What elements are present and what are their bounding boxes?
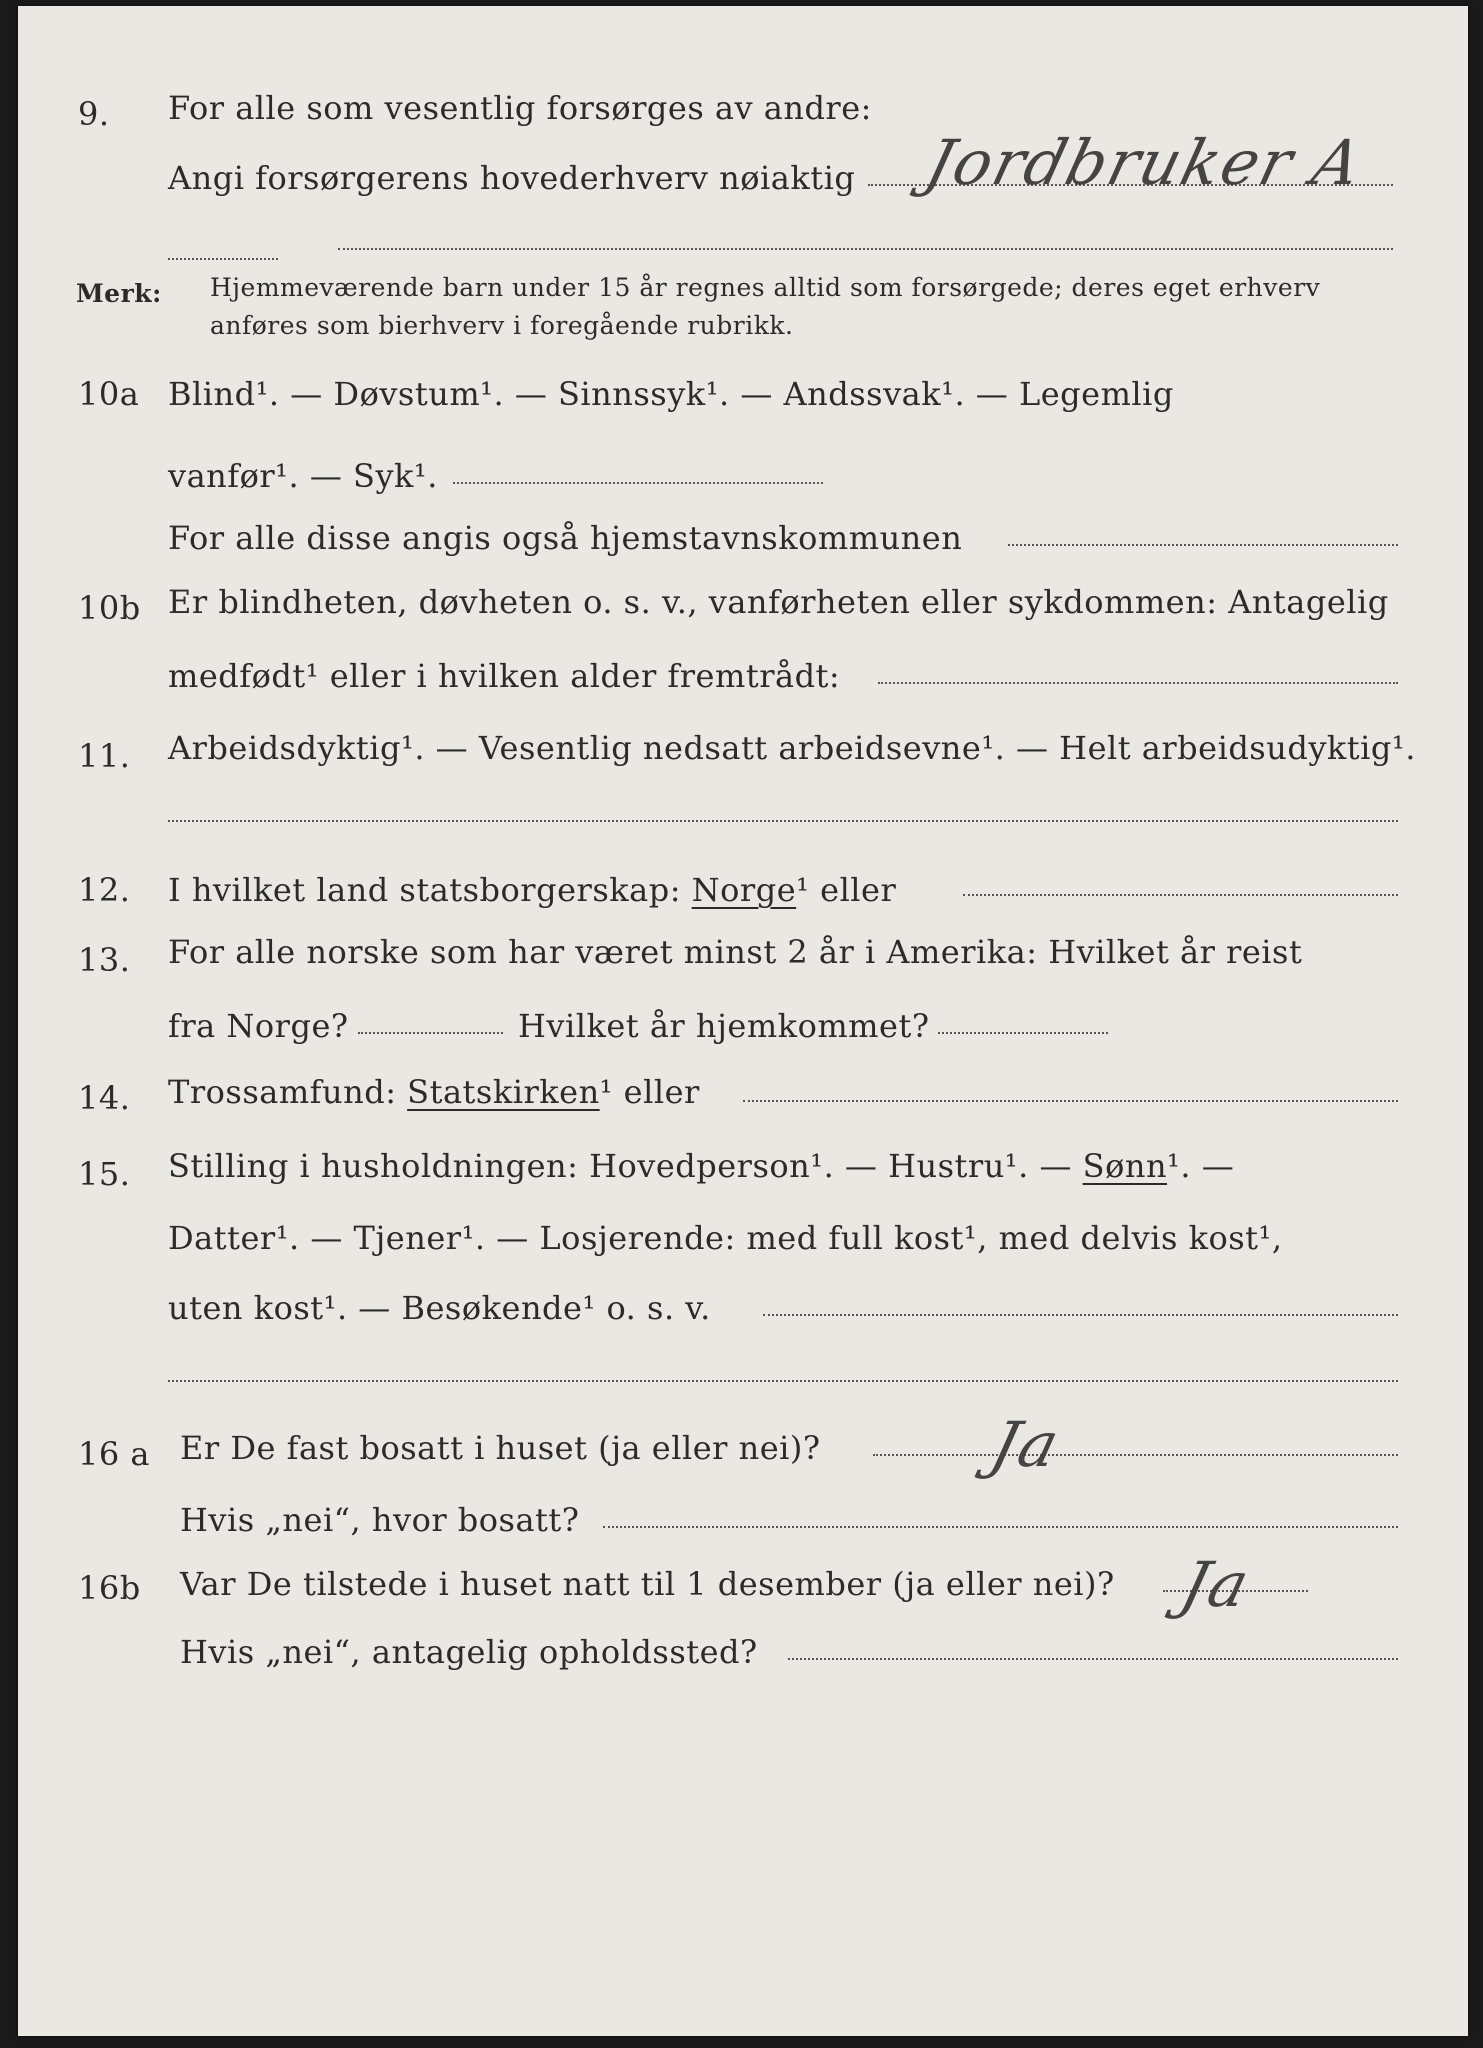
q15-answer-line [763,1314,1398,1316]
q9-extra-line-right [338,248,1393,250]
q11-answer-line [168,820,1398,822]
q15-sonn-underlined: Sønn [1082,1147,1168,1185]
q10b-answer-line [878,682,1398,684]
q16b-opholdssted-line [788,1658,1398,1660]
q10a-syk-line [453,482,823,484]
q14-number: 14. [78,1079,131,1117]
q9-line1: For alle som vesentlig forsørges av andre: [168,89,872,127]
q14-pre: Trossamfund: [168,1073,397,1111]
q16a-line2: Hvis „nei“, hvor bosatt? [180,1501,580,1539]
q16b-line2: Hvis „nei“, antagelig opholdssted? [180,1633,758,1671]
q14-line [168,1072,700,1112]
q11-number: 11. [78,737,131,775]
q14-answer-line [743,1100,1398,1102]
q12-pre: I hvilket land statsborgerskap: [168,871,681,909]
q14-statskirken-underlined: Statskirken [407,1073,600,1111]
q9-extra-line-left [168,258,278,260]
q13-line1: For alle norske som har været minst 2 år i Amerika: Hvilket år reist [168,933,1303,971]
q9-line2: Angi forsørgerens hovederhverv nøiaktig [168,159,856,197]
q16a-answer-line [873,1454,1398,1456]
q15-line1 [168,1146,1234,1186]
q16a-line1: Er De fast bosatt i huset (ja eller nei)? [180,1429,821,1467]
q12-norge-underlined: Norge [691,871,797,909]
q10b-number: 10b [78,589,141,627]
q16a-bosatt-line [603,1526,1398,1528]
q13-reist-line [358,1032,503,1034]
q15-line3: uten kost¹. — Besøkende¹ o. s. v. [168,1289,711,1327]
q12-number: 12. [78,871,131,909]
q12-answer-line [963,894,1398,896]
q15-line2: Datter¹. — Tjener¹. — Losjerende: med full kost¹, med delvis kost¹, [168,1219,1283,1257]
q13-number: 13. [78,941,131,979]
q13-hjemkommet-line [938,1032,1108,1034]
q13-line2b: Hvilket år hjemkommet? [518,1007,930,1045]
q16a-number: 16 a [78,1435,150,1473]
q9-number: 9. [78,95,110,133]
q16b-number: 16b [78,1569,141,1607]
q10a-kommune-line [1008,544,1398,546]
q15-extra-line [168,1380,1398,1382]
q12-line [168,870,896,910]
q10a-line3: For alle disse angis også hjemstavnskommunen [168,519,963,557]
q16b-handwritten-answer[interactable]: Ja [1173,1548,1258,1621]
q10b-line1: Er blindheten, døvheten o. s. v., vanførheten eller sykdommen: Antagelig [168,583,1389,621]
q16b-line1: Var De tilstede i huset natt til 1 desember (ja eller nei)? [180,1565,1115,1603]
q9-handwritten-answer[interactable]: Jordbruker A [918,126,1371,199]
q11-line1: Arbeidsdyktig¹. — Vesentlig nedsatt arbeidsevne¹. — Helt arbeidsudyktig¹. [168,729,1416,767]
q14-post: ¹ eller [599,1073,700,1111]
q15-line1b: ¹. — [1167,1147,1235,1185]
q16a-handwritten-answer[interactable]: Ja [983,1408,1068,1481]
q12-post: ¹ eller [796,871,897,909]
merk-label: Merk: [76,279,162,308]
q13-line2a: fra Norge? [168,1007,349,1045]
q10a-line2: vanfør¹. — Syk¹. [168,457,438,495]
merk-line2: anføres som bierhverv i foregående rubrikk. [210,311,794,340]
q10a-number: 10a [78,375,140,413]
q15-number: 15. [78,1155,131,1193]
q10a-line1: Blind¹. — Døvstum¹. — Sinnssyk¹. — Andssvak¹. — Legemlig [168,375,1174,413]
q10b-line2: medfødt¹ eller i hvilken alder fremtrådt: [168,657,841,695]
q15-line1a: Stilling i husholdningen: Hovedperson¹. — Hustru¹. — [168,1147,1072,1185]
merk-line1: Hjemmeværende barn under 15 år regnes alltid som forsørgede; deres eget erhverv [210,273,1321,302]
census-form-page [18,6,1468,2036]
